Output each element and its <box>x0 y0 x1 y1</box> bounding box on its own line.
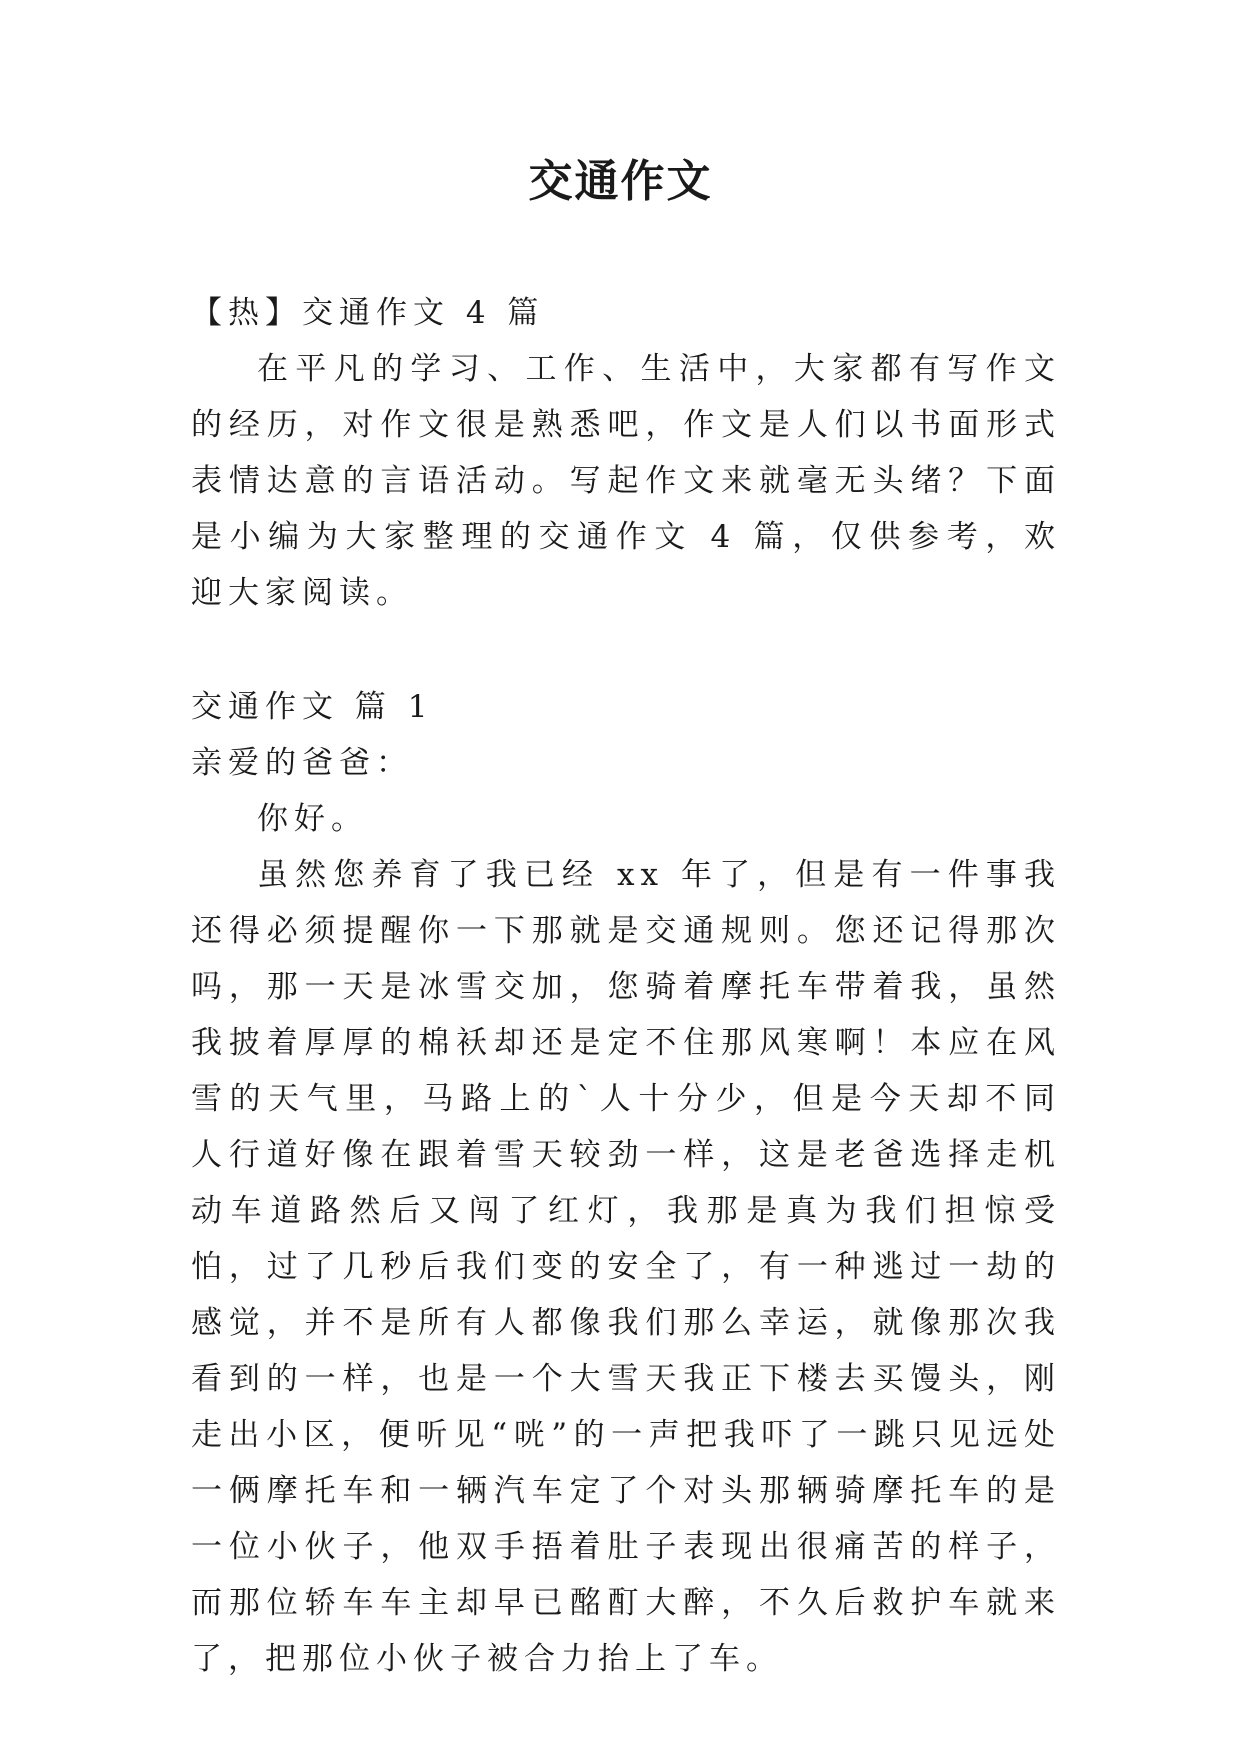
letter-salutation: 亲爱的爸爸： <box>191 745 413 781</box>
letter-greeting: 你好。 <box>257 801 368 837</box>
page-title: 交通作文 <box>528 156 713 207</box>
section-heading: 交通作文 篇 1 <box>191 689 434 725</box>
paragraph-gap <box>191 621 1061 679</box>
document-subtitle: 【热】交通作文 4 篇 <box>191 295 545 331</box>
intro-paragraph: 在平凡的学习、工作、生活中，大家都有写作文的经历，对作文很是熟悉吧，作文是人们以书面形式表情达意的言语活动。写起作文来就毫无头绪？下面是小编为大家整理的交通作文 4 篇，仅供参考，欢迎大家阅读。 <box>191 351 1061 611</box>
letter-body-paragraph: 虽然您养育了我已经 xx 年了，但是有一件事我还得必须提醒你一下那就是交通规则。您还记得那次吗，那一天是冰雪交加，您骑着摩托车带着我，虽然我披着厚厚的棉袄却还是定不住那风寒啊！本应在风雪的天气里，马路上的`人十分少，但是今天却不同人行道好像在跟着雪天较劲一样，这是老爸选择走机动车道路然后又闯了红灯，我那是真为我们担惊受怕，过了几秒后我们变的安全了，有一种逃过一劫的感觉，并不是所有人都像我们那么幸运，就像那次我看到的一样，也是一个大雪天我正下楼去买馒头，刚走出小区，便听见“咣”的一声把我吓了一跳只见远处一俩摩托车和一辆汽车定了个对头那辆骑摩托车的是一位小伙子，他双手捂着肚子表现出很痛苦的样子，而那位轿车车主却早已酩酊大醉，不久后救护车就来了，把那位小伙子被合力抬上了车。 <box>191 857 1061 1677</box>
document-body <box>191 285 1061 1687</box>
